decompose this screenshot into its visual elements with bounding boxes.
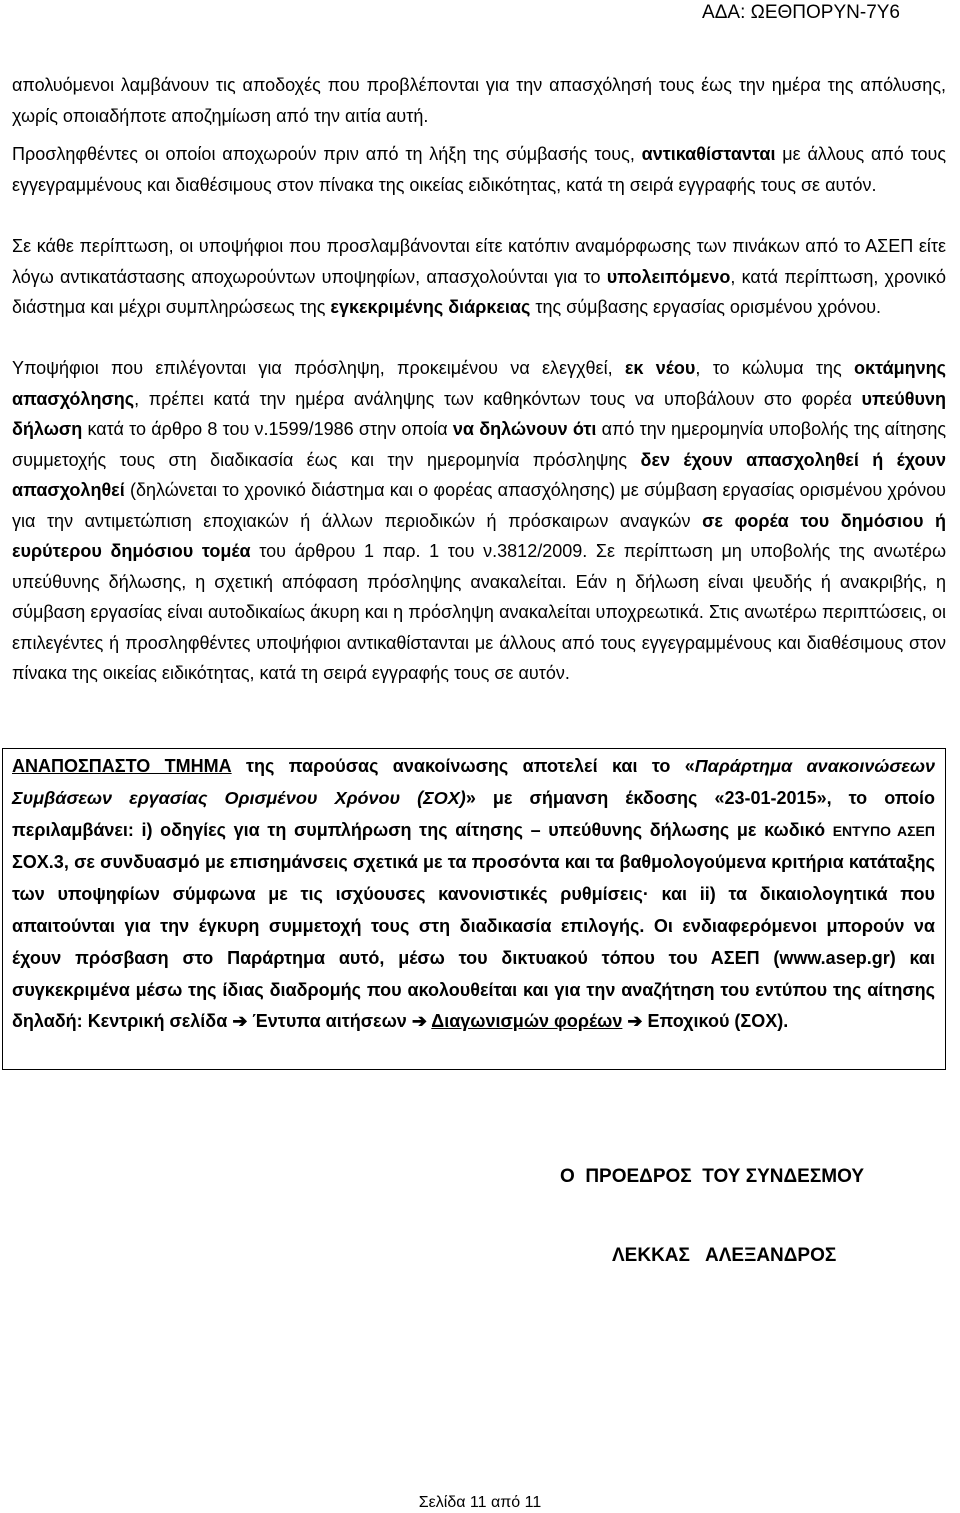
paragraph-remaining-period: Σε κάθε περίπτωση, οι υποψήφιοι που προσλαμβάνονται είτε κατόπιν αναμόρφωσης των πινάκων από το ΑΣΕΠ είτε λόγω αντικατάστασης αποχωρούντων υποψηφίων, απασχολούνται για το υπολειπόμενο, κατά περίπτωση, χρονικό διάστημα και μέχρι συμπληρώσεως της εγκεκριμένης διάρκειας της σύμβασης εργασίας ορισμένου χρόνου.: [12, 236, 952, 317]
paragraph-replacement: Προσληφθέντες οι οποίοι αποχωρούν πριν από τη λήξη της σύμβασής τους, αντικαθίστανται με άλλους από τους εγγεγραμμένους και διαθέσιμους στον πίνακα της οικείας ειδικότητας, κατά τη σειρά εγγραφής τους σε αυτόν.: [12, 144, 952, 195]
nav-path-seasonal: Εποχικού (ΣΟΧ).: [647, 1011, 789, 1032]
nav-path-forms: Έντυπα αιτήσεων: [252, 1011, 407, 1032]
annex-notice-box: [2, 748, 946, 1070]
arrow-right-icon: ➔: [232, 1011, 248, 1032]
ada-header: ΑΔΑ: ΩΕΘΠΟΡΥΝ-7Υ6: [702, 2, 900, 23]
arrow-right-icon: ➔: [627, 1011, 643, 1032]
signatory-name: ΛΕΚΚΑΣ ΑΛΕΞΑΝΔΡΟΣ: [612, 1245, 837, 1266]
annex-notice-text: ΑΝΑΠΟΣΠΑΣΤΟ ΤΜΗΜΑ της παρούσας ανακοίνωσης αποτελεί και το «Παράρτημα ανακοινώσεων Συμβάσεων εργασίας Ορισμένου Χρόνου (ΣΟΧ)» με σήμανση έκδοσης «23-01-2015», το οποίο περιλαμβάνει: i) οδηγίες για τη συμπλήρωση της αίτησης – υπεύθυνης δήλωσης με κωδικό ΕΝΤΥΠΟ ΑΣΕΠ ΣΟΧ.3, σε συνδυασμό με επισημάνσεις σχετικά με τα προσόντα και τα βαθμολογούμενα κριτήρια κατάταξης των υποψηφίων σύμφωνα με τις ισχύουσες κανονιστικές ρυθμίσεις· και ii) τα δικαιολογητικά που απαιτούνται για την έγκυρη συμμετοχή τους στη διαδικασία επιλογής. Οι ενδιαφερόμενοι μπορούν να έχουν πρόσβαση στο Παράρτημα αυτό, μέσω του δικτυακού τόπου του ΑΣΕΠ (www.asep.gr) και συγκεκριμένα μέσω της ίδιας διαδρομής που ακολουθείται και για την αναζήτηση του εντύπου της αίτησης δηλαδή: Κεντρική σελίδα ➔ Έντυπα αιτήσεων ➔ Διαγωνισμών φορέων ➔ Εποχικού (ΣΟΧ).: [12, 756, 941, 1032]
nav-path-home: Κεντρική σελίδα: [87, 1011, 228, 1032]
nav-path-competitions: Διαγωνισμών φορέων: [431, 1011, 623, 1032]
signatory-title: Ο ΠΡΟΕΔΡΟΣ ΤΟΥ ΣΥΝΔΕΣΜΟΥ: [560, 1166, 864, 1187]
paragraph-responsible-declaration: Υποψήφιοι που επιλέγονται για πρόσληψη, προκειμένου να ελεγχθεί, εκ νέου, το κώλυμα της οκτάμηνης απασχόλησης, πρέπει κατά την ημέρα ανάληψης των καθηκόντων τους να υποβάλουν στο φορέα υπεύθυνη δήλωση κατά το άρθρο 8 του ν.1599/1986 στην οποία να δηλώνουν ότι από την ημερομηνία υποβολής της αίτησης συμμετοχής τους στη διαδικασία έως και την ημερομηνία πρόσληψης δεν έχουν απασχοληθεί ή έχουν απασχοληθεί (δηλώνεται το χρονικό διάστημα και ο φορέας απασχόλησης) με σύμβαση εργασίας ορισμένου χρόνου για την αντιμετώπιση εποχιακών ή άλλων περιοδικών ή πρόσκαιρων αναγκών σε φορέα του δημόσιου ή ευρύτερου δημόσιου τομέα του άρθρου 1 παρ. 1 του ν.3812/2009. Σε περίπτωση μη υποβολής της ανωτέρω υπεύθυνης δήλωσης, η σχετική απόφαση πρόσληψης ανακαλείται. Εάν η δήλωση είναι ψευδής ή ανακριβής, η σύμβαση εργασίας είναι αυτοδικαίως άκυρη και η πρόσληψη ανακαλείται υποχρεωτικά. Στις ανωτέρω περιπτώσεις, οι επιλεγέντες ή προσληφθέντες υποψήφιοι αντικαθίστανται με άλλους από τους εγγεγραμμένους και διαθέσιμους στον πίνακα της οικείας ειδικότητας, κατά τη σειρά εγγραφής τους σε αυτόν.: [12, 358, 952, 683]
page-number: Σελίδα 11 από 11: [418, 1494, 542, 1511]
arrow-right-icon: ➔: [411, 1011, 427, 1032]
paragraph-dismissal-pay: απολυόμενοι λαμβάνουν τις αποδοχές που προβλέπονται για την απασχόλησή τους έως την ημέρα της απόλυσης, χωρίς οποιαδήποτε αποζημίωση από την αιτία αυτή.: [12, 75, 952, 126]
